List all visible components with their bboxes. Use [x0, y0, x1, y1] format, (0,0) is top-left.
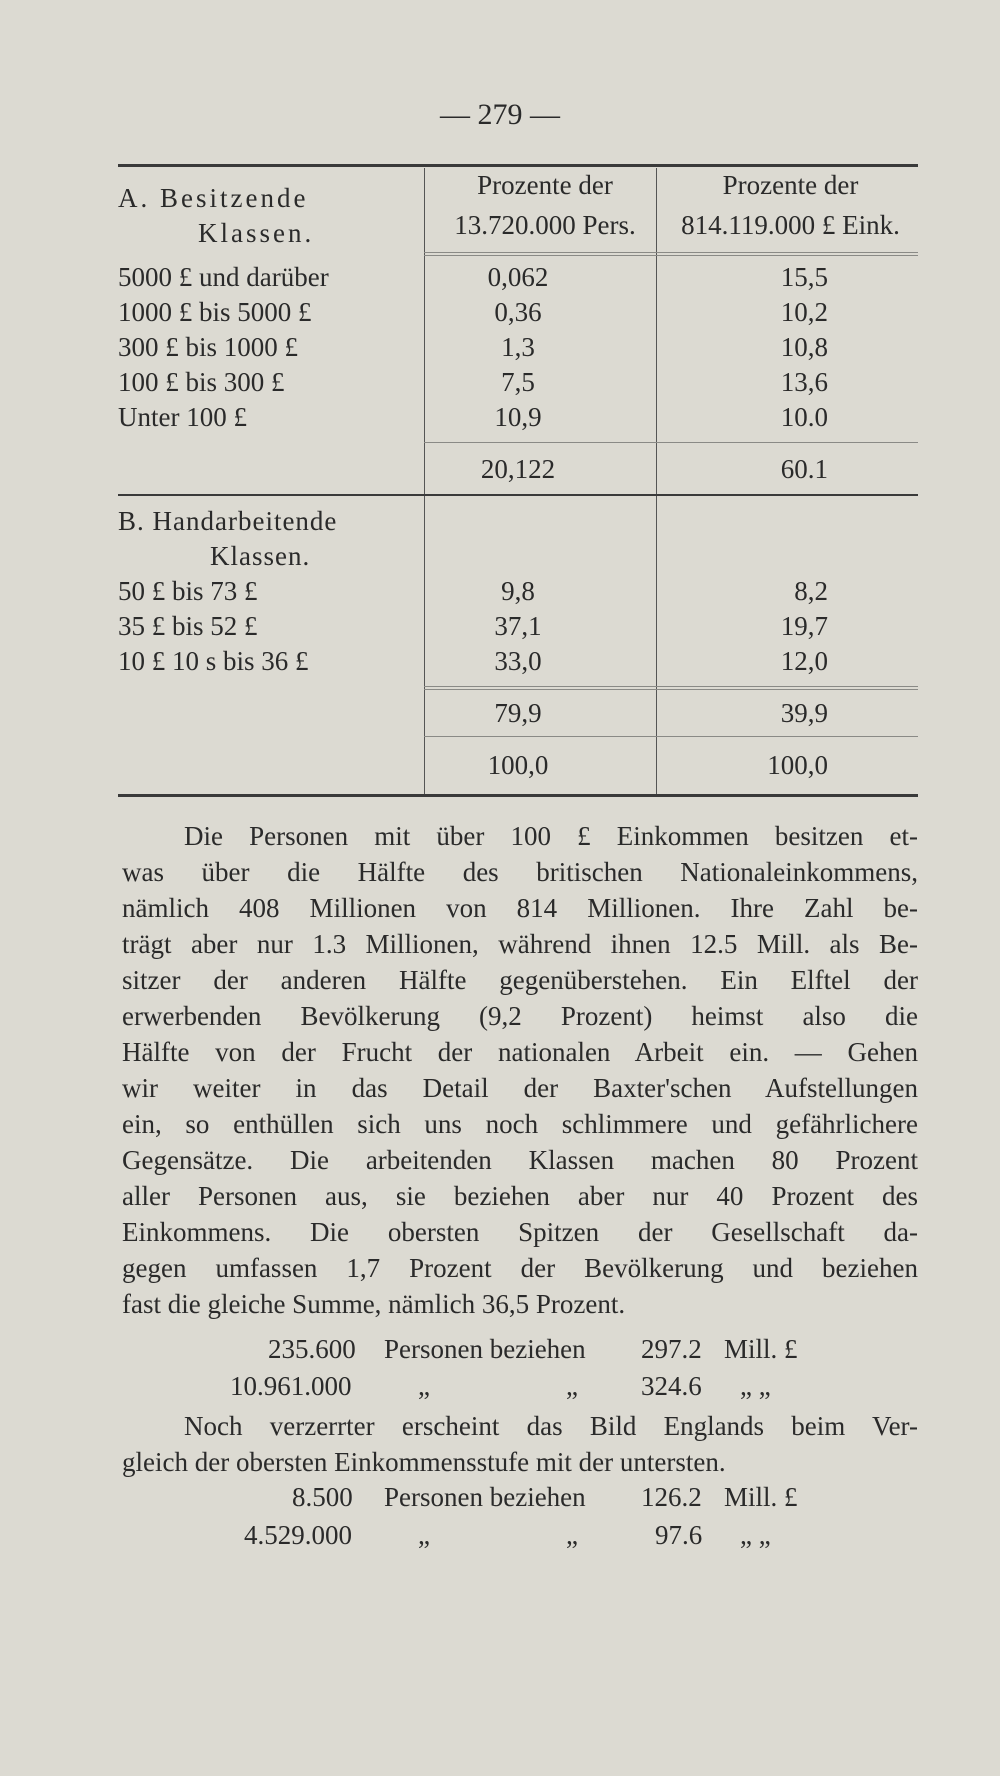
text-line: ein, so enthüllen sich uns noch schlimmere und gefährlichere	[122, 1109, 918, 1139]
row-b-income: 8,2	[794, 576, 828, 606]
row-a-income: 15,5	[780, 262, 828, 292]
row-b-label: 10 £ 10 s bis 36 £	[118, 646, 309, 676]
text-line: Hälfte von der Frucht der nationalen Arbeit ein. — Gehen	[122, 1037, 918, 1067]
figure-count: 10.961.000	[230, 1371, 352, 1401]
figure-amount: 97.6	[655, 1520, 703, 1550]
table-top-rule	[118, 164, 918, 167]
row-b-label: 35 £ bis 52 £	[118, 611, 258, 641]
section-b-title-line2: Klassen.	[210, 541, 311, 571]
row-b-persons: 33,0	[494, 646, 542, 676]
subtotal-b-persons: 79,9	[494, 698, 542, 728]
row-a-persons: 0,36	[494, 297, 542, 327]
subtotal-b-rule-double	[424, 689, 918, 690]
ditto-mark: „	[566, 1520, 578, 1550]
text-line: Noch verzerrter erscheint das Bild Englands beim Ver-	[184, 1411, 918, 1441]
total-rule	[424, 736, 918, 737]
text-line: Einkommens. Die obersten Spitzen der Gesellschaft da-	[122, 1217, 918, 1247]
paragraph-1	[122, 818, 918, 1322]
row-b-label: 50 £ bis 73 £	[118, 576, 258, 606]
row-a-income: 10,2	[780, 297, 828, 327]
text-line: Die Personen mit über 100 £ Einkommen besitzen et-	[184, 821, 918, 851]
subtotal-a-income: 60.1	[780, 454, 828, 484]
figure-amount: 324.6	[641, 1371, 702, 1401]
figure-label: Personen beziehen	[384, 1334, 586, 1364]
figure-count: 4.529.000	[244, 1520, 352, 1550]
row-a-income: 10.0	[780, 402, 828, 432]
text-line: trägt aber nur 1.3 Millionen, während ihnen 12.5 Mill. als Be-	[122, 929, 918, 959]
col-income-header-line2: 814.119.000 £ Eink.	[681, 210, 900, 240]
text-line: Gegensätze. Die arbeitenden Klassen machen 80 Prozent	[122, 1145, 918, 1175]
figure-count: 8.500	[292, 1482, 353, 1512]
row-a-label: 1000 £ bis 5000 £	[118, 297, 312, 327]
row-a-persons: 1,3	[501, 332, 535, 362]
table-bottom-rule	[118, 794, 918, 797]
text-line: erwerbenden Bevölkerung (9,2 Prozent) heimst also die	[122, 1001, 918, 1031]
text-line: aller Personen aus, sie beziehen aber nur 40 Prozent des	[122, 1181, 918, 1211]
page-number: — 279 —	[440, 98, 560, 131]
figure-amount: 297.2	[641, 1334, 702, 1364]
paragraph-2	[122, 1408, 918, 1480]
col-persons-header-line2: 13.720.000 Pers.	[454, 210, 636, 240]
row-a-label: 300 £ bis 1000 £	[118, 332, 299, 362]
total-persons: 100,0	[487, 750, 549, 780]
section-a-title: A. Besitzende	[118, 183, 309, 213]
ditto-mark: „	[418, 1371, 430, 1401]
text-line: gegen umfassen 1,7 Prozent der Bevölkerung und beziehen	[122, 1253, 918, 1283]
row-a-income: 13,6	[780, 367, 828, 397]
figure-label: Personen beziehen	[384, 1482, 586, 1512]
ditto-mark: „	[418, 1520, 430, 1550]
row-b-persons: 37,1	[494, 611, 542, 641]
row-b-income: 19,7	[780, 611, 828, 641]
row-b-persons: 9,8	[501, 576, 535, 606]
text-line: gleich der obersten Einkommensstufe mit der untersten.	[122, 1447, 726, 1477]
figure-amount: 126.2	[641, 1482, 702, 1512]
section-divider-rule	[118, 494, 918, 496]
income-distribution-table	[118, 164, 918, 797]
figure-unit: „ „	[740, 1520, 771, 1550]
figure-unit: Mill. £	[724, 1482, 798, 1512]
subtotal-a-persons: 20,122	[480, 454, 556, 484]
header-rule-double	[424, 255, 918, 256]
row-a-persons: 0,062	[487, 262, 549, 292]
ditto-mark: „	[566, 1371, 578, 1401]
col-income-header: Prozente der	[722, 170, 859, 200]
section-b-title: B. Handarbeitende	[118, 506, 338, 536]
row-a-persons: 10,9	[494, 402, 542, 432]
row-b-income: 12,0	[780, 646, 828, 676]
row-a-label: 100 £ bis 300 £	[118, 367, 285, 397]
subtotal-a-rule	[424, 442, 918, 443]
subtotal-b-income: 39,9	[780, 698, 828, 728]
row-a-label: 5000 £ und darüber	[118, 262, 329, 292]
text-line: fast die gleiche Summe, nämlich 36,5 Prozent.	[122, 1289, 626, 1319]
figure-unit: „ „	[740, 1371, 771, 1401]
figure-count: 235.600	[268, 1334, 356, 1364]
text-line: wir weiter in das Detail der Baxter'schen Aufstellungen	[122, 1073, 918, 1103]
text-line: was über die Hälfte des britischen Nationaleinkommens,	[122, 857, 918, 887]
header-rule	[424, 252, 918, 253]
row-a-persons: 7,5	[501, 367, 535, 397]
text-line: nämlich 408 Millionen von 814 Millionen. Ihre Zahl be-	[122, 893, 918, 923]
col-persons-header: Prozente der	[477, 170, 613, 200]
row-a-income: 10,8	[780, 332, 828, 362]
row-a-label: Unter 100 £	[118, 402, 247, 432]
text-line: sitzer der anderen Hälfte gegenüberstehen. Ein Elftel der	[122, 965, 918, 995]
subtotal-b-rule	[424, 686, 918, 687]
total-income: 100,0	[767, 750, 828, 780]
section-a-title-line2: Klassen.	[198, 218, 315, 248]
figure-unit: Mill. £	[724, 1334, 798, 1364]
